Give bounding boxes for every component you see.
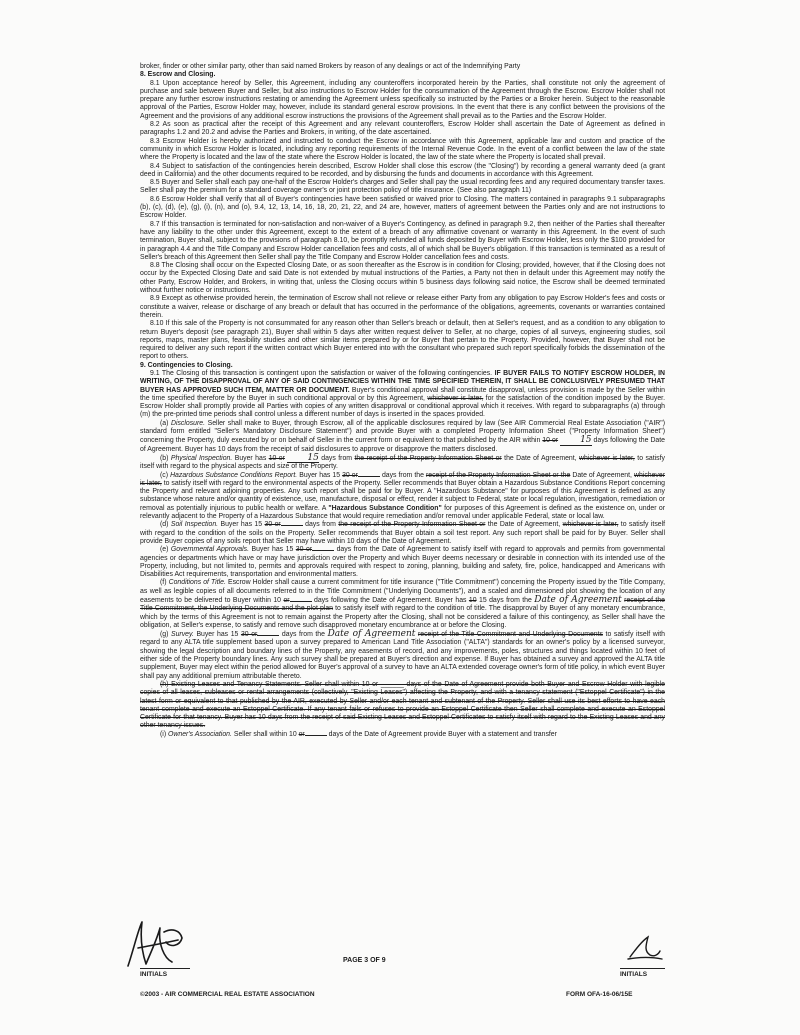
subparagraph-b — [140, 454, 665, 472]
paragraph-8-9: 8.9 Except as otherwise provided herein, the termination of Escrow shall not relieve or release either Party from any obligation to pay Escrow Holder's fees and costs or constitute a waiver, release or discharge of any breach or default that has occurred in the performance of the obligations, agreements, covenants or warranties contained therein. — [140, 295, 665, 319]
p91-text-a: 9.1 The Closing of this transaction is contingent upon the satisfaction or waiver of the following contingencies. — [150, 369, 493, 377]
page-number: PAGE 3 OF 9 — [343, 957, 386, 964]
sub-d-text1: Buyer has 15 — [220, 521, 263, 529]
sub-c-text2: days from the — [381, 471, 424, 479]
sub-f-text1: Escrow Holder shall cause a current commitment for title insurance ("Title Commitment") concerning the Property issued by the Title Company, as well as legible copies of all documents referred to in the Title Commitment ("Underlying Documents"), and a scaled and dimensioned plot showing the location of any easements to be delivered to Buyer within 10 — [140, 579, 666, 604]
document-body — [140, 63, 665, 739]
sub-f-strike2: 10 — [468, 597, 477, 604]
p91-text-e: for the satisfaction of the condition imposed by the Buyer. Escrow Holder shall promptly provide all Parties with copies of any written disapproval or conditional approval which it receives. With regard to subparagraphs (a) through (m) the pre-printed time periods shall control unless a different number of days is inserted in the spaces provided. — [140, 394, 665, 419]
sub-b-text2: days from — [321, 454, 353, 462]
sub-c-text1: Buyer has 15 — [299, 471, 341, 479]
sub-e-text2: days from the Date of Agreement to satisfy itself with regard to approvals and permits from governmental agencies or departments which have or may have jurisdiction over the Property and which Buyer deems necessary or desirable in connection with its intended use of the Property, including, but not limited to, permits and approvals required with respect to zoning, planning, building and safety, fire, police, handicapped and Americans with Disabilities Act requirements, transportation and environmental matters. — [140, 546, 665, 579]
sub-f-text3: 15 days from the — [479, 597, 532, 604]
sub-a-text2: days following the Date of Agreement. Buyer has 10 days from the receipt of said disclosures to approve or disapprove the matters disclosed. — [140, 437, 665, 453]
sub-c-days-field[interactable] — [358, 476, 380, 477]
paragraph-8-8: 8.8 The Closing shall occur on the Expected Closing Date, or as soon thereafter as the Escrow is in condition for Closing; provided, however, that if the Closing does not occur by the Expected Closing Date and said Date is not extended by mutual instructions of the Parties, a Party not then in default under this Agreement may notify the other Party, Escrow Holder, and Brokers, in writing that, unless the Closing occurs within 5 business days following said notice, the Escrow shall be deemed terminated without further notice or instructions. — [140, 262, 665, 295]
sub-f-days-field[interactable] — [290, 601, 312, 602]
sub-d-text3: the Date of Agreement, — [487, 521, 561, 529]
sub-f-text2: days following the Date of Agreement. Buyer has — [314, 597, 467, 604]
sub-b-text3: the Date of Agreement, — [504, 454, 577, 462]
subparagraph-e — [140, 546, 665, 579]
sub-g-label: (g) — [160, 631, 169, 639]
sub-a-strike: 10 or — [542, 437, 559, 445]
sub-d-label: (d) — [160, 521, 169, 529]
initials-label-left: INITIALS — [140, 968, 190, 978]
sub-b-title: Physical Inspection. — [170, 454, 233, 462]
initials-label-right: INITIALS — [620, 968, 665, 978]
sub-d-strike2: the receipt of the Property Information Sheet or — [338, 521, 486, 529]
sub-d-strike3: whichever is later, — [562, 521, 619, 529]
sub-f-handwritten: Date of Agreement — [534, 595, 622, 605]
sub-g-title: Survey. — [171, 631, 194, 639]
sub-d-title: Soil Inspection. — [170, 521, 219, 529]
sub-d-days-field[interactable] — [281, 525, 303, 526]
sub-c-strike3: whichever is later, — [140, 471, 666, 487]
sub-e-days-field[interactable] — [312, 550, 334, 551]
sub-g-handwritten: Date of Agreement — [327, 629, 416, 640]
form-number: FORM OFA-16-06/15E — [566, 991, 633, 998]
sub-g-days-field[interactable] — [257, 635, 279, 636]
copyright-notice: ©2003 - AIR COMMERCIAL REAL ESTATE ASSOCIATION — [140, 991, 315, 998]
paragraph-9-1 — [140, 370, 665, 420]
sub-g-text1: Buyer has 15 — [196, 631, 239, 639]
sub-e-text1: Buyer has 15 — [251, 546, 294, 554]
sub-c-label: (c) — [160, 471, 169, 479]
p91-strike-d: whichever is later, — [427, 394, 484, 402]
sub-f-text4: to satisfy itself with regard to the condition of title. The disapproval by Buyer of any monetary encumbrance, which by the terms of this Agreement is not to remain against the Property after the Closing, shall not be considered a failure of this contingency, as Seller shall have the obligation, at Seller's expense, to satisfy and remove such disapproved monetary encumbrance at or before the Closing. — [140, 605, 665, 629]
paragraph-8-4: 8.4 Subject to satisfaction of the contingencies herein described, Escrow Holder shall close this escrow (the "Closing") by recording a general warranty deed (a grant deed in California) and the other documents required to be recorded, and by disbursing the funds and documents in accordance with this Agreement. — [140, 162, 665, 178]
sub-a-label: (a) — [160, 419, 169, 427]
sub-d-text2: days from — [305, 521, 336, 529]
sub-c-strike1: 30 or — [342, 471, 358, 479]
sub-g-text2: days from the — [281, 631, 325, 639]
sub-i-strike1: or — [298, 730, 305, 738]
sub-a-title: Disclosure. — [170, 419, 206, 427]
sub-a-text1: Seller shall make to Buyer, through Escrow, all of the applicable disclosures required by law (See AIR Commercial Real Estate Association ("AIR") standard form entitled "Seller's Mandatory Disclosure Statement") and provide Buyer with a completed Property Information Sheet ("Property Information Sheet") concerning the Property, duly executed by or on behalf of Seller in the current form or equivalent to that published by the AIR within — [140, 419, 665, 445]
subparagraph-a — [140, 420, 665, 454]
paragraph-8-7: 8.7 If this transaction is terminated for non-satisfaction and non-waiver of a Buyer's Contingency, as defined in paragraph 9.2, then neither of the Parties shall thereafter have any liability to the other under this Agreement, except to the extent of a breach of any affirmative covenant or warranty in this Agreement. In the event of such termination, Buyer shall, subject to the provisions of paragraph 8.10, be promptly refunded all funds deposited by Buyer with Escrow Holder, less only the $100 provided for in paragraph 4.4 and the Title Company and Escrow Holder cancellation fees and costs, all of which shall be Buyer's obligation. If this transaction is terminated as a result of Seller's breach of this Agreement then Seller shall pay the Title Company and Escrow Holder cancellation fees and costs. — [140, 220, 665, 261]
subparagraph-g — [140, 630, 665, 681]
subparagraph-h-struck: (h) Existing Leases and Tenancy Statements. Seller shall within 10 or ______ days of the Date of Agreement provide both Buyer and Escrow Holder with legible copies of all leases, subleases or rental arrangements (collectively, "Existing Leases") affecting the Property, and with a tenancy statement ("Estoppel Certificate") in the latest form or equivalent to that published by the AIR, executed by Seller and/or each tenant and subtenant of the Property. Seller shall use its best efforts to have each tenant complete and execute an Estoppel Certificate. If any tenant fails or refuses to provide an Estoppel Certificate then Seller shall complete and execute an Estoppel Certificate for that tenancy. Buyer has 10 days from the receipt of said Existing Leases and Estoppel Certificates to satisfy itself with regard to the Existing Leases and any other tenancy issues. — [140, 680, 665, 730]
sub-b-strike2: the receipt of the Property Information Sheet or — [354, 454, 502, 462]
sub-b-strike1: 10 or — [268, 454, 285, 462]
sub-i-label: (i) — [160, 730, 167, 738]
sub-f-strike1: or — [283, 597, 290, 604]
sub-g-strike1: 30 or — [240, 631, 258, 639]
sub-e-label: (e) — [160, 546, 169, 554]
sub-c-title: Hazardous Substance Conditions Report. — [170, 471, 298, 479]
sub-c-text4: to satisfy itself with regard to the environmental aspects of the Property. Seller recommends that Buyer obtain a Hazardous Substance Conditions Report concerning the Property and relevant adjoining properties. Any such report shall be paid for by Buyer. A "Hazardous Substance" for purposes of this Agreement is defined as any substance whose nature and/or quantity of existence, use, manufacture, disposal or effect, render it subject to Federal, state or local regulation, investigation, remediation or removal as potentially injurious to public health or welfare. A — [140, 479, 666, 512]
subparagraph-f — [140, 579, 665, 630]
paragraph-8-3: 8.3 Escrow Holder is hereby authorized and instructed to conduct the Escrow in accordance with this Agreement, applicable law and custom and practice of the community in which Escrow Holder is located, including any reporting requirements of the Internal Revenue Code. In the event of a conflict between the law of the state where the Property is located and the law of the state where the Escrow Holder is located, the law of the state where the Property is located shall prevail. — [140, 137, 665, 162]
seller-initials-signature — [624, 933, 664, 963]
sub-b-text1: Buyer has — [234, 454, 267, 462]
sub-d-strike1: 30 or — [264, 521, 281, 529]
sub-i-text1: Seller shall within 10 — [233, 730, 297, 738]
sub-f-title: Conditions of Title. — [168, 579, 226, 587]
sub-i-title: Owner's Association. — [168, 730, 232, 738]
paragraph-8-6: 8.6 Escrow Holder shall verify that all of Buyer's contingencies have been satisfied or waived prior to Closing. The matters contained in paragraphs 9.1 subparagraphs (b), (c), (d), (e), (g), (i), (n), and (o), 9.4, 12, 13, 14, 16, 18, 20, 21, 22, and 24 are, however, matters of agreement between the Parties only and are not instructions to Escrow Holder. — [140, 195, 665, 220]
subparagraph-i — [140, 731, 665, 739]
buyer-initials-signature — [120, 918, 190, 970]
sub-c-text5: for purposes of this Agreement is defined as the existence on, under or relevantly adjacent to the Property of a Hazardous Substance that would require remediation and/or removal under applicable Federal, state or local law. — [140, 504, 665, 521]
sub-i-text2: days of the Date of Agreement provide Buyer with a statement and transfer — [328, 730, 557, 738]
sub-g-text3: to satisfy itself with regard to any ALTA title supplement based upon a survey prepared to American Land Title Association ("ALTA") standards for an owner's policy by a licensed surveyor, showing the legal description and boundary lines of the Property, any easements of record, and any improvements, poles, structures and things located within 10 feet of either side of the Property boundary lines. Any such survey shall be prepared at Buyer's direction and expense. If Buyer has obtained a survey and approved the ALTA title supplement, Buyer may elect within the period allowed for Buyer's approval of a survey to have an ALTA extended coverage owner's form of title policy, in which event Buyer shall pay any additional premium attributable thereto. — [140, 631, 665, 680]
subparagraph-c — [140, 472, 665, 522]
section-8-heading: 8. Escrow and Closing. — [140, 71, 216, 79]
sub-d-text4: to satisfy itself with regard to the condition of the soils on the Property. Seller recommends that Buyer obtain a soil test report. Any such report shall be paid for by Buyer. Seller shall provide Buyer copies of any soils report that Seller may have within 10 days of the Date of Agreement. — [140, 521, 666, 545]
p91-bold-notice: IF BUYER FAILS TO NOTIFY ESCROW HOLDER, IN WRITING, OF THE DISAPPROVAL OF ANY OF SAID CONTINGENCIES WITHIN THE TIME SPECIFIED THEREIN, IT SHALL BE CONCLUSIVELY PRESUMED THAT BUYER HAS APPROVED SUCH ITEM, MATTER OR DOCUMENT. — [140, 369, 665, 394]
sub-i-days-field[interactable] — [305, 735, 327, 736]
sub-f-label: (f) — [160, 579, 167, 587]
sub-f-strike3: receipt of the Title Commitment, the Underlying Documents and the plot plan — [140, 597, 666, 613]
sub-e-title: Governmental Approvals. — [170, 546, 249, 554]
sub-e-strike1: 30 or — [295, 546, 313, 554]
p91-text-c: Buyer's conditional approval shall constitute disapproval, unless provision is made by the Seller within the time specified therefore by the Buyer in such conditional approval or by this Agreement, — [140, 386, 666, 402]
sub-c-text3: Date of Agreement, — [572, 471, 632, 479]
sub-a-days-field[interactable]: 15 — [560, 436, 591, 445]
sub-c-strike2: receipt of the Property Information Sheet or the — [425, 471, 571, 479]
paragraph-8-10: 8.10 If this sale of the Property is not consummated for any reason other than Seller's breach or default, then at Seller's request, and as a condition to any obligation to return Buyer's deposit (see paragraph 21), Buyer shall within 5 days after written request deliver to Seller, at no charge, copies of all surveys, engineering studies, soil reports, maps, master plans, feasibility studies and other similar items prepared by or for Buyer that pertain to the Property. Provided, however, that Buyer shall not be required to deliver any such report if the written contract which Buyer entered into with the consultant who prepared such report specifically forbids the dissemination of the report to others. — [140, 320, 665, 361]
sub-b-days-field[interactable]: 15 — [287, 454, 318, 463]
intro-text: broker, finder or other similar party, other than said named Brokers by reason of any dealings or act of the Indemnifying Party — [140, 63, 521, 70]
section-9-heading: 9. Contingencies to Closing. — [140, 361, 233, 369]
sub-b-label: (b) — [160, 454, 169, 462]
paragraph-8-5: 8.5 Buyer and Seller shall each pay one-half of the Escrow Holder's charges and Seller shall pay the usual recording fees and any required documentary transfer taxes. Seller shall pay the premium for a standard coverage owner's or joint protection policy of title insurance. (See also paragraph 11) — [140, 179, 665, 195]
subparagraph-d — [140, 521, 665, 546]
sub-c-bold-term: "Hazardous Substance Condition" — [328, 504, 442, 512]
sub-b-strike3: whichever is later, — [579, 454, 635, 462]
paragraph-8-1: 8.1 Upon acceptance hereof by Seller, this Agreement, including any counteroffers incorporated herein by the Parties, shall constitute not only the agreement of purchase and sale between Buyer and Seller, but also instructions to Escrow Holder for the consummation of the Agreement through the Escrow. Escrow Holder shall not prepare any further escrow instructions restating or amending the Agreement unless specifically so instructed by the Parties or a Broker herein. Subject to the reasonable approval of the Parties, Escrow Holder may, however, include its standard general escrow provisions. In the event that there is any conflict between the provisions of the Agreement and the provisions of any additional escrow instructions the provisions of the Agreement shall prevail as to the Parties and the Escrow Holder. — [140, 79, 665, 120]
paragraph-8-2: 8.2 As soon as practical after the receipt of this Agreement and any relevant counteroffers, Escrow Holder shall ascertain the Date of Agreement as defined in paragraphs 1.2 and 20.2 and advise the Parties and Brokers, in writing, of the date ascertained. — [140, 121, 665, 137]
sub-b-text4: to satisfy itself with regard to the physical aspects and size of the Property. — [140, 454, 665, 471]
sub-g-strike2: receipt of the Title Commitment and Underlying Documents — [417, 631, 603, 639]
